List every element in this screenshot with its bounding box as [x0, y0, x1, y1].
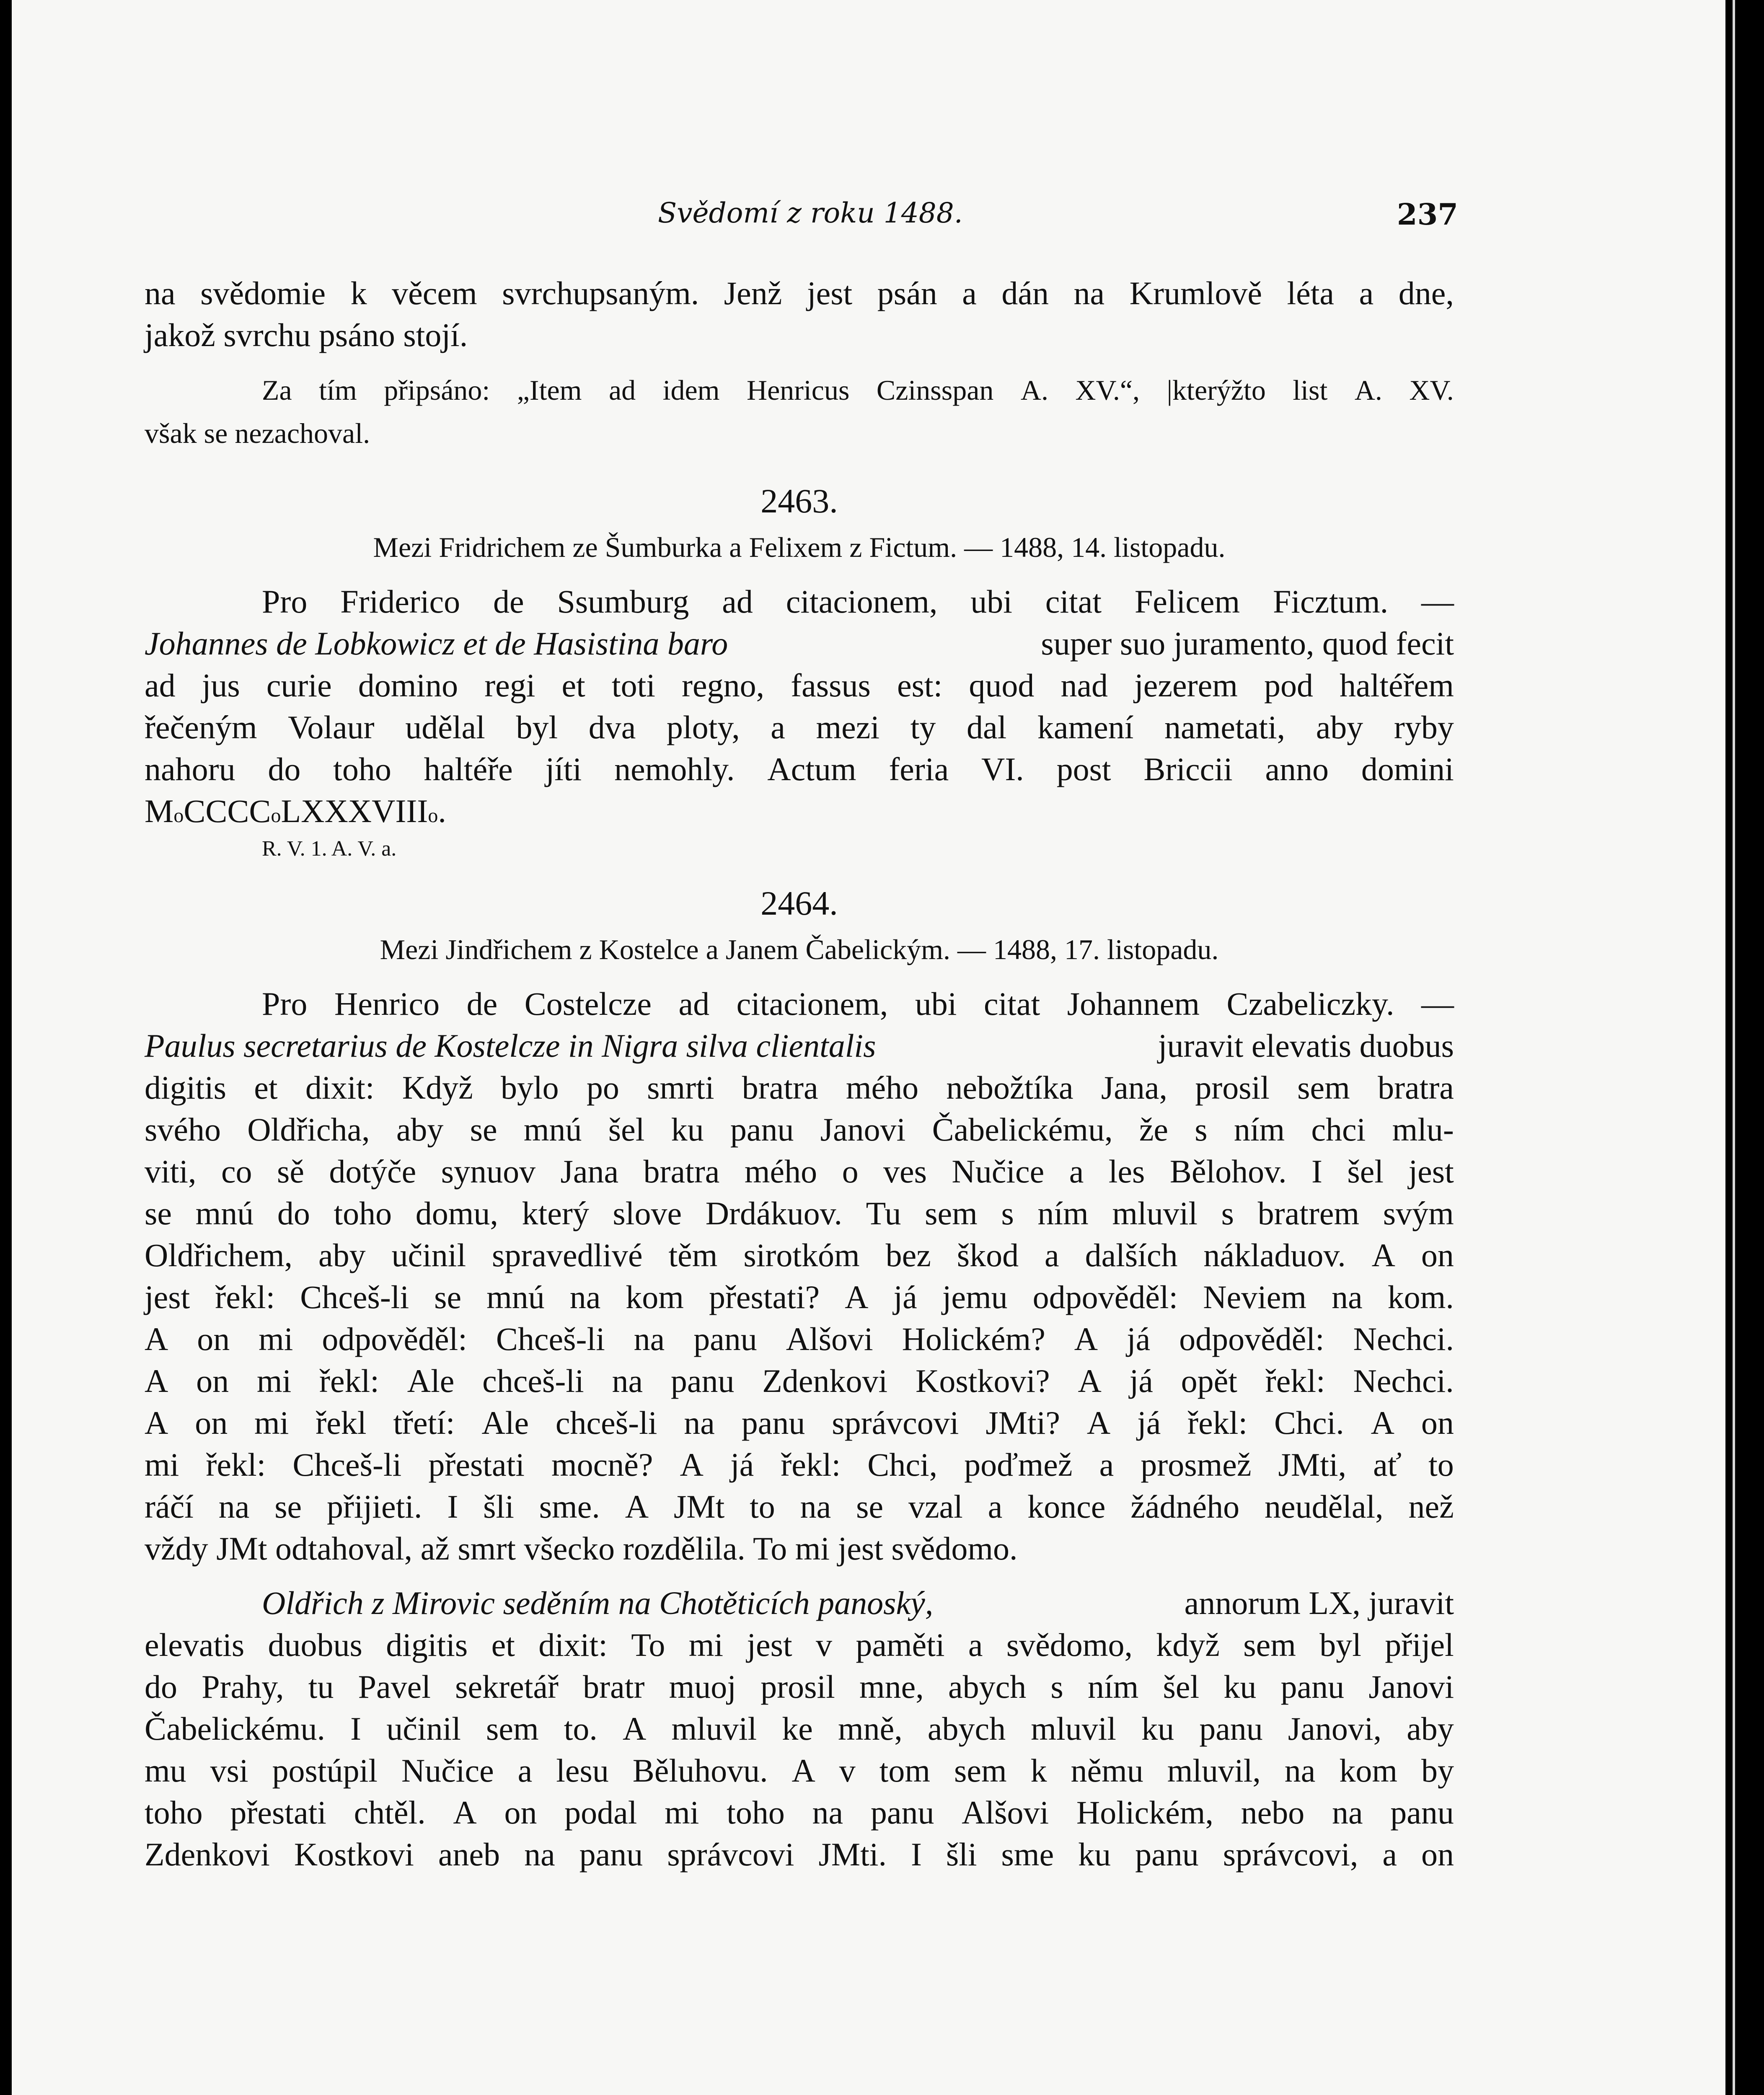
- date-sup: o: [428, 804, 438, 827]
- editor-note-line: však se nezachoval.: [145, 417, 370, 449]
- text-line: Čabelickému. I učinil sem to. A mluvil ke mně, abych mluvil ku panu Janovi, aby: [145, 1710, 1454, 1747]
- text-span: juravit elevatis duobus: [1158, 1027, 1454, 1064]
- text-line: elevatis duobus digitis et dixit: To mi jest v paměti a svědomo, když sem byl přijel: [145, 1627, 1454, 1663]
- text-line: digitis et dixit: Když bylo po smrti bratra mého nebožtíka Jana, prosil sem bratra: [145, 1069, 1454, 1106]
- date-line: [145, 790, 1454, 832]
- text-line: Oldřichem, aby učinil spravedlivé těm sirotkóm bez škod a dalších nákladuov. A on: [145, 1237, 1454, 1273]
- witness-name: Oldřich z Mirovic seděním na Chotěticích panoský,: [262, 1585, 934, 1621]
- date-part: CCCC: [184, 793, 271, 829]
- text-line: jakož svrchu psáno stojí.: [145, 317, 468, 353]
- text-line: řečeným Volaur udělal byl dva ploty, a mezi ty dal kamení nametati, aby ryby: [145, 709, 1454, 745]
- date-part: .: [438, 793, 446, 829]
- entry-number: 2464.: [760, 884, 838, 922]
- text-line: Pro Friderico de Ssumburg ad citacionem, ubi citat Felicem Ficztum. —: [262, 583, 1454, 620]
- entry-regest: Mezi Fridrichem ze Šumburka a Felixem z Fictum. — 1488, 14. listopadu.: [373, 531, 1226, 563]
- text-line: A on mi odpověděl: Chceš-li na panu Alšovi Holickém? A já odpověděl: Nechci.: [145, 1321, 1454, 1357]
- text-line: se mnú do toho domu, který slove Drdákuov. Tu sem s ním mluvil s bratrem svým: [145, 1195, 1454, 1231]
- text-line: svého Oldřicha, aby se mnú šel ku panu Janovi Čabelickému, že s ním chci mlu-: [145, 1111, 1454, 1148]
- page-body: [145, 272, 1454, 1875]
- text-line: Pro Henrico de Costelcze ad citacionem, ubi citat Johannem Czabeliczky. —: [262, 985, 1454, 1022]
- date-part: LXXXVIII: [281, 793, 428, 829]
- witness-name: Johannes de Lobkowicz et de Hasistina baro: [145, 625, 728, 662]
- text-line: mu vsi postúpil Nučice a lesu Běluhovu. A v tom sem k němu mluvil, na kom by: [145, 1752, 1454, 1789]
- text-line: mi řekl: Chceš-li přestati mocně? A já řekl: Chci, poďmež a prosmež JMti, ať to: [145, 1446, 1454, 1483]
- text-line: viti, co sě dotýče synuov Jana bratra mého o ves Nučice a les Bělohov. I šel jest: [145, 1153, 1454, 1190]
- page-number: 237: [1397, 197, 1458, 232]
- text-line: A on mi řekl třetí: Ale chceš-li na panu správcovi JMti? A já řekl: Chci. A on: [145, 1404, 1454, 1441]
- date-sup: o: [173, 804, 184, 827]
- editor-note-line: Za tím připsáno: „Item ad idem Henricus Czinsspan A. XV.“, |kterýžto list A. XV.: [262, 374, 1454, 406]
- archive-signature: R. V. 1. A. V. a.: [262, 837, 397, 861]
- text-line: na svědomie k věcem svrchupsaným. Jenž jest psán a dán na Krumlově léta a dne,: [145, 275, 1454, 311]
- text-line: [145, 1582, 1454, 1624]
- text-line: toho přestati chtěl. A on podal mi toho na panu Alšovi Holickém, nebo na panu: [145, 1794, 1454, 1831]
- running-title: Svědomí z roku 1488.: [658, 197, 963, 229]
- text-span: annorum LX, juravit: [1184, 1585, 1454, 1621]
- text-span: super suo juramento, quod fecit: [1041, 625, 1454, 662]
- date-part: M: [145, 793, 174, 829]
- text-line: jest řekl: Chceš-li se mnú na kom přestati? A já jemu odpověděl: Neviem na kom.: [145, 1279, 1454, 1315]
- text-line: [145, 623, 1454, 665]
- entry-regest: Mezi Jindřichem z Kostelce a Janem Čabelickým. — 1488, 17. listopadu.: [380, 934, 1219, 965]
- scan-edge: [1733, 0, 1735, 2095]
- page-header: [142, 197, 1458, 243]
- text-line: vždy JMt odtahoval, až smrt všecko rozdělila. To mi jest svědomo.: [145, 1530, 1018, 1567]
- text-line: do Prahy, tu Pavel sekretář bratr muoj prosil mne, abych s ním šel ku panu Janovi: [145, 1668, 1454, 1705]
- witness-name: Paulus secretarius de Kostelcze in Nigra silva clientalis: [145, 1027, 876, 1064]
- text-line: [145, 1025, 1454, 1067]
- entry-number: 2463.: [760, 482, 838, 520]
- text-line: A on mi řekl: Ale chceš-li na panu Zdenkovi Kostkovi? A já opět řekl: Nechci.: [145, 1363, 1454, 1399]
- text-line: ad jus curie domino regi et toti regno, fassus est: quod nad jezerem pod haltéřem: [145, 667, 1454, 704]
- text-line: Zdenkovi Kostkovi aneb na panu správcovi JMti. I šli sme ku panu správcovi, a on: [145, 1836, 1454, 1873]
- date-sup: o: [271, 804, 281, 827]
- text-line: nahoru do toho haltéře jíti nemohly. Actum feria VI. post Briccii anno domini: [145, 751, 1454, 787]
- text-line: ráčí na se přijieti. I šli sme. A JMt to na se vzal a konce žádného neudělal, než: [145, 1488, 1454, 1525]
